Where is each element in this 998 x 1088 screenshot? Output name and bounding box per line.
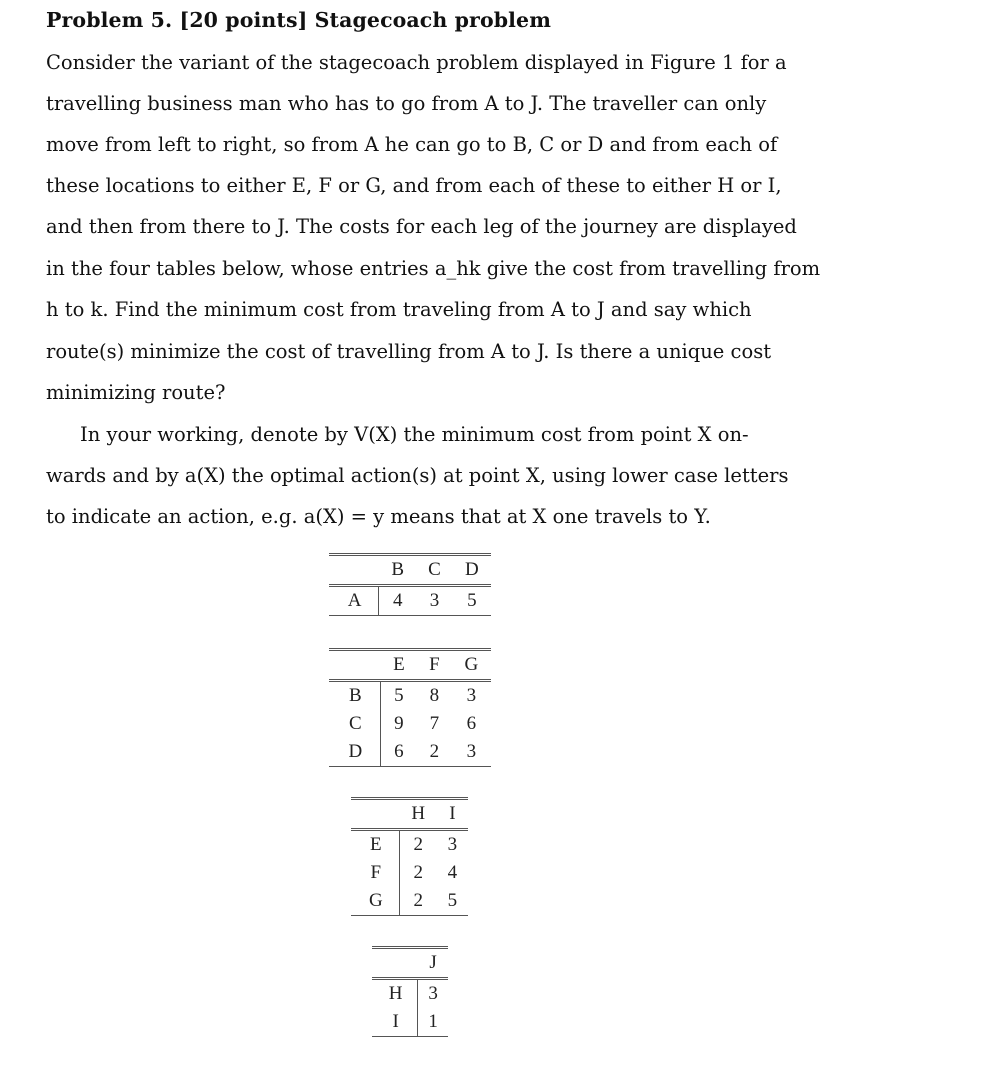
row-label: H (372, 979, 418, 1009)
table-row (351, 830, 468, 860)
table-header-row (351, 799, 468, 830)
table-cell: 5 (467, 590, 477, 611)
table-cell: 2 (413, 862, 423, 883)
paragraph-line: minimizing route? (46, 381, 226, 404)
table-row (329, 738, 491, 767)
column-header: G (464, 654, 479, 675)
table-cell: 6 (394, 741, 404, 762)
table-cell: 8 (429, 685, 440, 706)
paragraph-line: in the four tables below, whose entries a_hk give the cost from travelling from (46, 257, 821, 280)
table-cell: 2 (429, 741, 440, 762)
paragraph-line: travelling business man who has to go from A to J. The traveller can only (46, 92, 767, 115)
cost-table-efg-to-hi (351, 797, 468, 916)
table-cell: 3 (447, 834, 458, 855)
row-label: I (372, 1008, 418, 1037)
paragraph-line: wards and by a(X) the optimal action(s) at point X, using lower case letters (46, 464, 789, 487)
table-cell: 2 (413, 890, 423, 911)
row-label: G (351, 887, 399, 916)
paragraph-line: move from left to right, so from A he can go to B, C or D and from each of (46, 133, 778, 156)
table-cell: 3 (428, 983, 438, 1004)
table-cell: 2 (413, 834, 423, 855)
cost-table-a-to-bcd (329, 553, 491, 616)
row-label: A (329, 586, 379, 616)
column-header: C (428, 559, 441, 580)
table-cell: 3 (466, 741, 477, 762)
row-label: B (329, 681, 380, 711)
column-header: D (465, 559, 479, 580)
row-label: F (351, 859, 399, 887)
problem-heading: Problem 5. [20 points] Stagecoach problem (46, 8, 551, 32)
cost-table-bcd-to-efg (329, 648, 491, 767)
table-cell: 6 (466, 713, 477, 734)
table-row (351, 887, 468, 916)
column-header: E (393, 654, 405, 675)
column-header: H (411, 803, 426, 824)
table-row (329, 681, 491, 711)
table-row (329, 586, 491, 616)
row-label: C (329, 710, 380, 738)
table-row (372, 1008, 448, 1037)
row-label: E (351, 830, 399, 860)
column-header: F (429, 654, 440, 675)
column-header: B (391, 559, 405, 580)
table-header-row (329, 555, 491, 586)
paragraph-line: In your working, denote by V(X) the minimum cost from point X on- (80, 423, 749, 446)
table-cell: 4 (447, 862, 458, 883)
row-label: D (329, 738, 380, 767)
table-cell: 4 (392, 590, 403, 611)
paragraph-line: h to k. Find the minimum cost from traveling from A to J and say which (46, 298, 752, 321)
paragraph-line: and then from there to J. The costs for each leg of the journey are displayed (46, 215, 797, 238)
table-header-row (329, 650, 491, 681)
paragraph-line: to indicate an action, e.g. a(X) = y means that at X one travels to Y. (46, 505, 711, 528)
table-cell: 1 (428, 1011, 438, 1032)
table-row (351, 859, 468, 887)
table-header-row (372, 948, 448, 979)
table-cell: 5 (447, 890, 458, 911)
table-cell: 5 (394, 685, 404, 706)
column-header: I (449, 803, 456, 824)
paragraph-line: Consider the variant of the stagecoach problem displayed in Figure 1 for a (46, 51, 787, 74)
table-row (372, 979, 448, 1009)
cost-table-hi-to-j (372, 946, 448, 1037)
table-cell: 3 (466, 685, 477, 706)
paragraph-line: route(s) minimize the cost of travelling from A to J. Is there a unique cost (46, 340, 772, 363)
table-cell: 3 (429, 590, 440, 611)
column-header: J (429, 952, 437, 973)
table-cell: 9 (394, 713, 404, 734)
paragraph-line: these locations to either E, F or G, and from each of these to either H or I, (46, 174, 782, 197)
table-row (329, 710, 491, 738)
table-cell: 7 (429, 713, 440, 734)
